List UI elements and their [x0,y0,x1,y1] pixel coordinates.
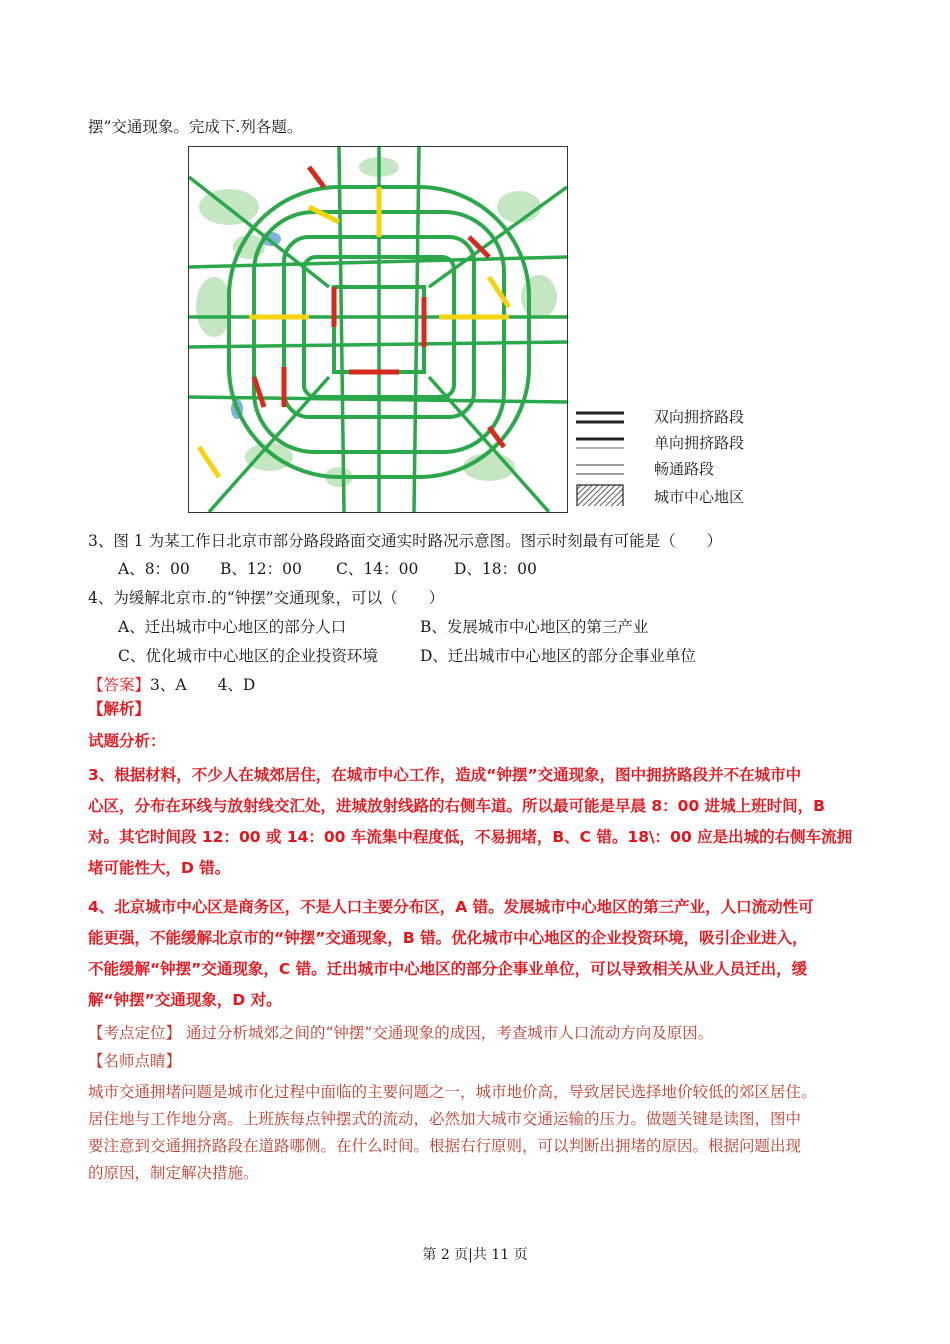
intro-text: 摆”交通现象。完成下.列各题。 [88,118,303,136]
legend-one-way-label: 单向拥挤路段 [654,434,745,452]
question-3-option-c: C、14：00 [336,560,419,578]
question-4-stem: 4、为缓解北京市.的“钟摆”交通现象，可以（ ） [88,589,445,607]
traffic-map-svg [189,147,567,512]
question-3-stem: 3、图 1 为某工作日北京市部分路段路面交通实时路况示意图。图示时刻最有可能是（ ） [88,532,723,550]
legend-smooth-label: 畅通路段 [654,460,715,478]
analysis-subtitle: 试题分析： [88,731,166,750]
answer-line [88,674,255,696]
mingshi-line: 的原因，制定解决措施。 [88,1164,259,1182]
legend-center-label: 城市中心地区 [654,488,745,506]
mingshi-label: 【名师点睛】 [88,1052,182,1070]
analysis-line: 3、根据材料，不少人在城郊居住，在城市中心工作，造成“钟摆”交通现象，图中拥挤路段并不在城市中 [88,766,802,784]
question-4-option-c: C、优化城市中心地区的企业投资环境 [118,647,378,665]
legend-one-way-swatch [576,434,624,456]
answer-value: 3、A 4、D [150,676,256,694]
mingshi-line: 城市交通拥堵问题是城市化过程中面临的主要问题之一，城市地价高，导致居民选择地价较低的郊区居住。 [88,1083,817,1101]
question-3-option-d: D、18：00 [454,560,537,578]
analysis-line: 心区，分布在环线与放射线交汇处，进城放射线路的右侧车道。所以最可能是早晨 8：00 进城上班时间，B [88,797,825,815]
legend-two-way-label: 双向拥挤路段 [654,408,745,426]
legend-two-way-swatch [576,408,624,430]
analysis-line: 对。其它时间段 12：00 或 14：00 车流集中程度低，不易拥堵，B、C 错。18\：00 应是出城的右侧车流拥 [88,828,853,846]
traffic-map [188,146,568,513]
question-3-option-b: B、12：00 [220,560,302,578]
question-4-option-b: B、发展城市中心地区的第三产业 [420,618,649,636]
analysis-label: 【解析】 [88,699,151,718]
question-3-option-a: A、8：00 [118,560,190,578]
page-footer: 第 2 页|共 11 页 [422,1247,528,1263]
analysis-line: 解“钟摆”交通现象，D 对。 [88,991,282,1009]
legend-center-swatch [576,484,624,506]
question-4-option-d: D、迁出城市中心地区的部分企事业单位 [420,647,696,665]
kaodian-line [88,1022,713,1044]
mingshi-line: 居住地与工作地分离。上班族每点钟摆式的流动，必然加大城市交通运输的压力。做题关键是读图，图中 [88,1110,802,1128]
question-4-option-a: A、迁出城市中心地区的部分人口 [118,618,347,636]
analysis-line: 4、北京城市中心区是商务区，不是人口主要分布区，A 错。发展城市中心地区的第三产业，人口流动性可 [88,898,814,916]
analysis-line: 能更强，不能缓解北京市的“钟摆”交通现象，B 错。优化城市中心地区的企业投资环境，吸引企业进入， [88,929,808,947]
kaodian-label: 【考点定位】 [88,1024,182,1042]
kaodian-text: 通过分析城郊之间的“钟摆”交通现象的成因，考查城市人口流动方向及原因。 [185,1024,714,1042]
analysis-line: 堵可能性大，D 错。 [88,859,231,877]
answer-label: 【答案】 [88,676,151,694]
analysis-line: 不能缓解“钟摆”交通现象，C 错。迁出城市中心地区的部分企事业单位，可以导致相关从业人员迁出，缓 [88,960,808,978]
legend-smooth-swatch [576,460,624,482]
mingshi-line: 要注意到交通拥挤路段在道路哪侧。在什么时间。根据右行原则，可以判断出拥堵的原因。根据问题出现 [88,1137,802,1155]
slow-segments [199,187,509,477]
